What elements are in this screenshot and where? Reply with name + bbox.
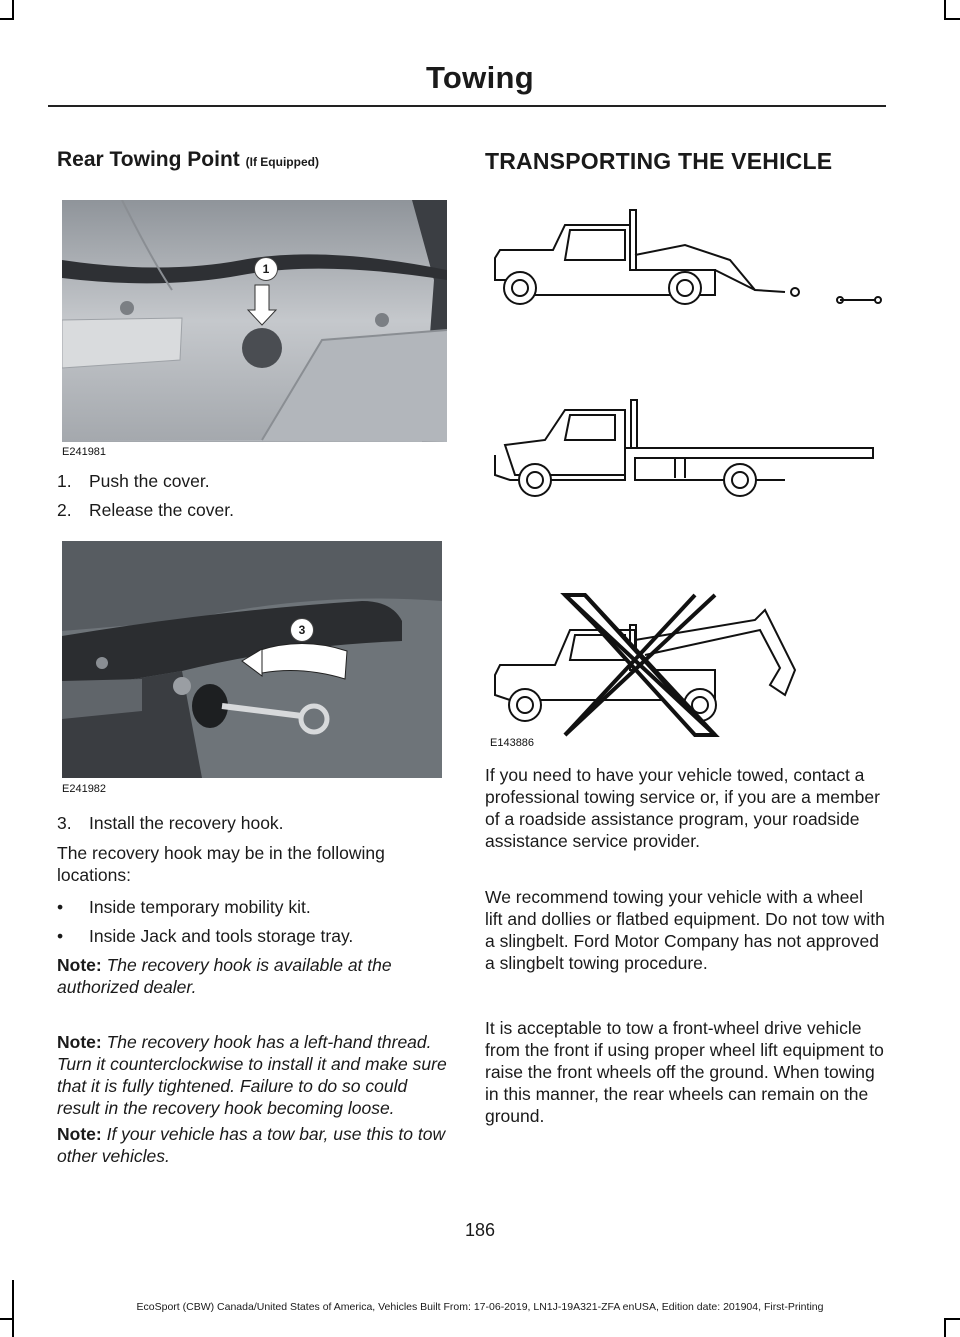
section-title-rear-towing-point — [57, 148, 319, 172]
bullet-item — [57, 926, 449, 948]
paragraph-towing-recommendation: We recommend towing your vehicle with a wheel lift and dollies or flatbed equipment. Do not tow with a slingbelt. Ford Motor Company has not approved a slingbelt towing procedure. — [485, 887, 885, 973]
paragraph-front-wheel-drive: It is acceptable to tow a front-wheel drive vehicle from the front if using proper wheel lift equipment to raise the front wheels off the ground. When towing in this manner, the rear wheels can remain on the ground. — [485, 1018, 884, 1126]
figure-code: E241981 — [62, 446, 107, 458]
crop-mark — [944, 0, 946, 20]
page-number: 186 — [464, 1220, 496, 1240]
bullet-dot: • — [57, 926, 64, 946]
step-1 — [57, 471, 449, 493]
bumper-cover-illustration — [62, 200, 447, 442]
tow-truck-illustrations — [485, 200, 885, 740]
crop-mark — [12, 0, 14, 20]
wheel-lift-truck-icon — [495, 210, 881, 304]
crop-mark — [944, 1318, 960, 1320]
bullet-text: Inside temporary mobility kit. — [89, 897, 311, 917]
figure-code: E241982 — [62, 783, 107, 795]
figure-code: E143886 — [490, 737, 535, 749]
callout-number: 3 — [290, 618, 314, 642]
bullet-dot: • — [57, 897, 64, 917]
crop-mark — [944, 1318, 946, 1337]
callout-number: 1 — [254, 257, 278, 281]
page-footer: EcoSport (CBW) Canada/United States of America, Vehicles Built From: 17-06-2019, LN1J-19A321-ZFA enUSA, Edition date: 201904, First-Printing — [136, 1301, 824, 1313]
header-divider — [48, 105, 886, 107]
step-number: 2. — [57, 500, 72, 520]
do-not-use-cross-icon — [565, 595, 715, 735]
note-tow-bar — [57, 1123, 449, 1167]
section-qualifier: (If Equipped) — [245, 155, 319, 169]
crop-mark — [0, 18, 14, 20]
step-text: Push the cover. — [89, 471, 210, 491]
bullet-item — [57, 897, 449, 919]
hook-locations-intro: The recovery hook may be in the following locations: — [57, 843, 385, 885]
step-3 — [57, 813, 449, 835]
paragraph-towing-service: If you need to have your vehicle towed, contact a professional towing service or, if you are a member of a roadside assistance program, your roadside assistance service provider. — [485, 765, 880, 851]
note-label: Note: — [57, 955, 102, 975]
figure-recovery-hook-install — [62, 541, 442, 778]
figure-rear-bumper-cover — [62, 200, 447, 442]
page-header-title: Towing — [426, 60, 534, 95]
bullet-text: Inside Jack and tools storage tray. — [89, 926, 354, 946]
section-title-text: Rear Towing Point — [57, 148, 240, 171]
note-label: Note: — [57, 1124, 102, 1144]
step-number: 1. — [57, 471, 72, 491]
flatbed-truck-icon — [495, 400, 873, 496]
note-text: The recovery hook has a left-hand thread. Turn it counterclockwise to install it and make sure that it is fully tightened. Failure to do so could result in the recovery hook becoming loose. — [57, 1032, 447, 1118]
section-title-transporting: TRANSPORTING THE VEHICLE — [485, 148, 833, 174]
note-label: Note: — [57, 1032, 102, 1052]
step-2 — [57, 500, 449, 522]
recovery-hook-illustration — [62, 541, 442, 778]
step-text: Release the cover. — [89, 500, 234, 520]
note-text: The recovery hook is available at the authorized dealer. — [57, 955, 392, 997]
crop-mark — [944, 18, 960, 20]
note-availability — [57, 954, 449, 998]
note-left-hand-thread — [57, 1031, 449, 1119]
step-text: Install the recovery hook. — [89, 813, 284, 833]
figure-tow-truck-methods — [485, 200, 885, 740]
step-number: 3. — [57, 813, 72, 833]
crop-mark — [0, 1318, 14, 1320]
note-text: If your vehicle has a tow bar, use this to tow other vehicles. — [57, 1124, 446, 1166]
